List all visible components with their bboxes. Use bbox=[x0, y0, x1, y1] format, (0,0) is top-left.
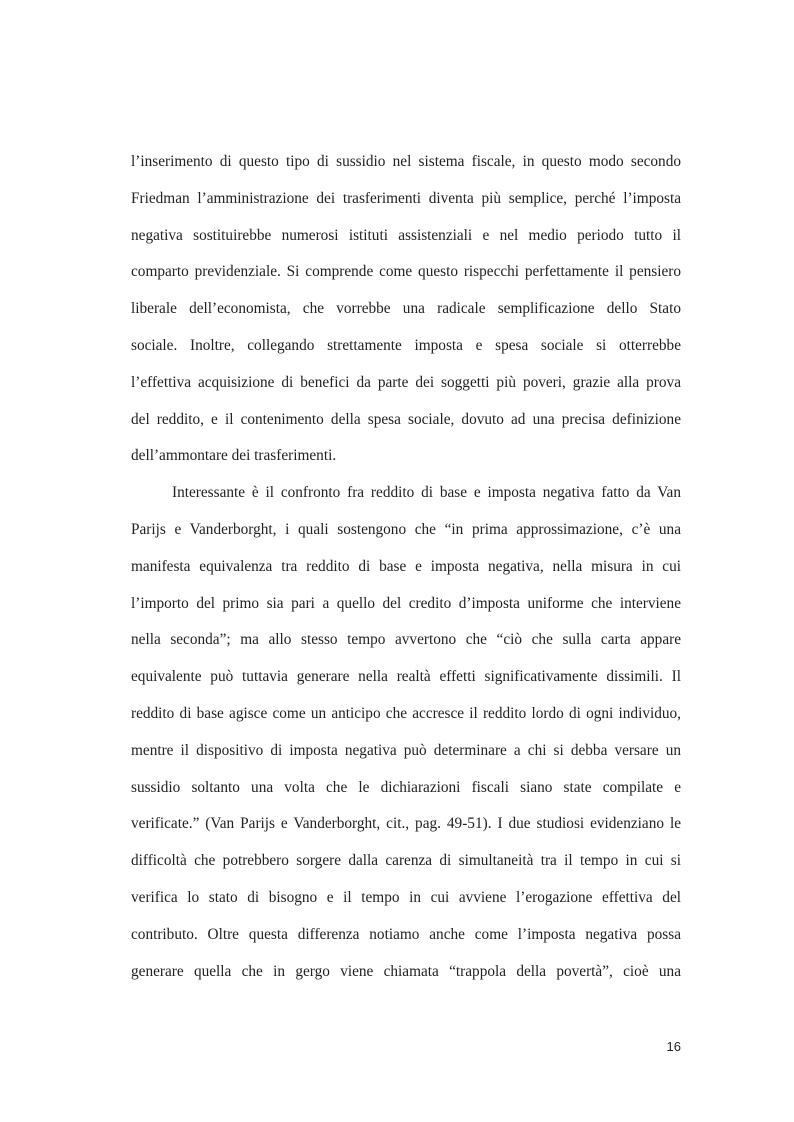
paragraph-line: nella seconda”; ma allo stesso tempo avvertono che “ciò che sulla carta appare bbox=[131, 631, 681, 649]
paragraph-line: Interessante è il confronto fra reddito di base e imposta negativa fatto da Van bbox=[172, 484, 681, 502]
paragraph-line: difficoltà che potrebbero sorgere dalla carenza di simultaneità tra il tempo in cui si bbox=[131, 852, 681, 870]
paragraph-line: reddito di base agisce come un anticipo che accresce il reddito lordo di ogni individuo, bbox=[131, 704, 681, 722]
paragraph-line: l’inserimento di questo tipo di sussidio nel sistema fiscale, in questo modo secondo bbox=[131, 153, 681, 170]
paragraph-line: mentre il dispositivo di imposta negativa può determinare a chi si debba versare un bbox=[131, 741, 681, 759]
paragraph-line: verifica lo stato di bisogno e il tempo in cui avviene l’erogazione effettiva del bbox=[131, 888, 681, 906]
paragraph-line: Friedman l’amministrazione dei trasferimenti diventa più semplice, perché l’imposta bbox=[131, 189, 681, 207]
paragraph-line: del reddito, e il contenimento della spesa sociale, dovuto ad una precisa definizione bbox=[131, 410, 681, 428]
paragraph-line: l’effettiva acquisizione di benefici da parte dei soggetti più poveri, grazie alla prova bbox=[131, 373, 681, 391]
paragraph-line: comparto previdenziale. Si comprende come questo rispecchi perfettamente il pensiero bbox=[131, 263, 681, 281]
paragraph-line: manifesta equivalenza tra reddito di base e imposta negativa, nella misura in cui bbox=[131, 557, 681, 575]
paragraph-line: negativa sostituirebbe numerosi istituti assistenziali e nel medio periodo tutto il bbox=[131, 226, 681, 244]
paragraph-line: sussidio soltanto una volta che le dichiarazioni fiscali siano state compilate e bbox=[131, 778, 681, 796]
paragraph-line: sociale. Inoltre, collegando strettamente imposta e spesa sociale si otterrebbe bbox=[131, 336, 681, 354]
page-number: 16 bbox=[666, 1039, 681, 1054]
paragraph-line: Parijs e Vanderborght, i quali sostengono che “in prima approssimazione, c’è una bbox=[131, 520, 681, 538]
paragraph-line: equivalente può tuttavia generare nella realtà effetti significativamente dissimili. Il bbox=[131, 668, 681, 686]
paragraph-line: liberale dell’economista, che vorrebbe una radicale semplificazione dello Stato bbox=[131, 300, 681, 318]
paragraph-line: contributo. Oltre questa differenza notiamo anche come l’imposta negativa possa bbox=[131, 925, 681, 943]
paragraph-line: l’importo del primo sia pari a quello del credito d’imposta uniforme che interviene bbox=[131, 594, 681, 612]
paragraph-line: dell’ammontare dei trasferimenti. bbox=[131, 447, 337, 465]
body-text bbox=[131, 144, 681, 990]
paragraph-line: verificate.” (Van Parijs e Vanderborght, cit., pag. 49-51). I due studiosi evidenziano le bbox=[131, 815, 681, 833]
paragraph-line: generare quella che in gergo viene chiamata “trappola della povertà”, cioè una bbox=[131, 962, 681, 980]
